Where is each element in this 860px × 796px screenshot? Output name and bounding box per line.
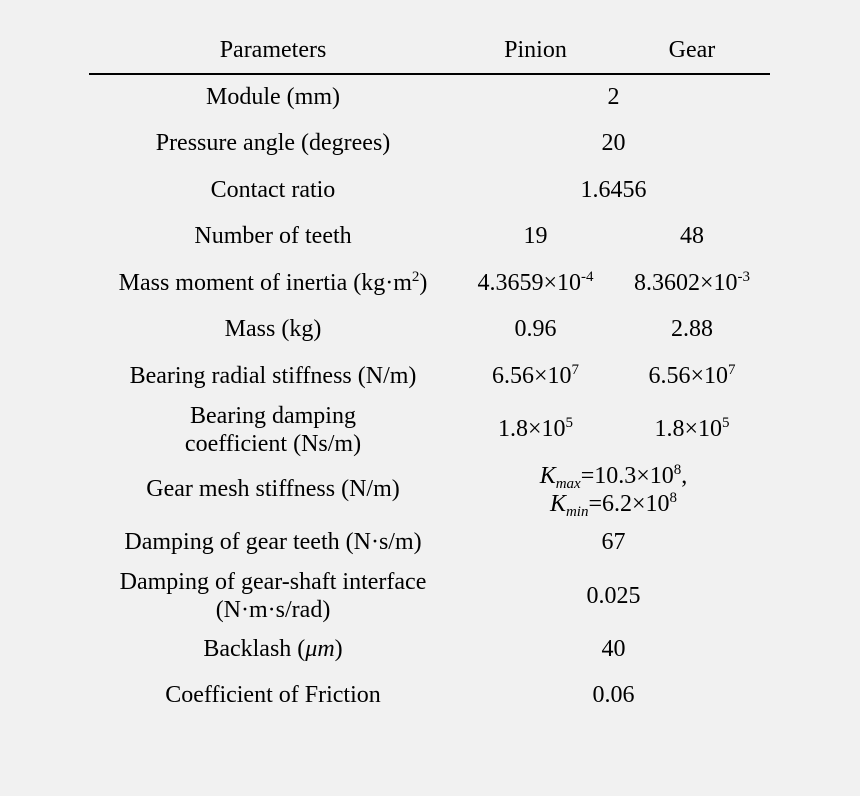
name-unit: μm xyxy=(305,635,335,662)
name-close: ) xyxy=(419,269,428,296)
gear-value: 2.88 xyxy=(671,316,713,343)
parameter-name: Number of teeth xyxy=(194,223,352,250)
name-line-1: Bearing damping xyxy=(190,402,356,429)
parameter-name: Coefficient of Friction xyxy=(165,682,381,709)
parameter-name xyxy=(89,626,457,673)
pinion-value xyxy=(457,260,614,307)
gear-value xyxy=(614,400,770,460)
value-base: 8.3602×10 xyxy=(633,269,738,296)
kmin-line xyxy=(457,490,770,518)
table-row xyxy=(89,260,770,307)
shared-value: 1.6456 xyxy=(580,176,647,203)
parameter-name: Bearing radial stiffness (N/m) xyxy=(129,362,417,389)
value-exponent: -3 xyxy=(737,268,751,285)
kmax-subscript: max xyxy=(555,475,581,492)
value-base: 1.8×10 xyxy=(654,416,723,442)
table-row xyxy=(89,74,770,121)
shared-value: 20 xyxy=(601,130,626,157)
shared-value: 40 xyxy=(601,635,626,662)
parameter-name: Damping of gear teeth (N·s/m) xyxy=(124,529,422,556)
parameter-name xyxy=(89,400,457,460)
table-row xyxy=(89,460,770,520)
kmin-exponent: 8 xyxy=(669,489,678,506)
pinion-value: 19 xyxy=(523,223,548,250)
value-base: 4.3659×10 xyxy=(477,269,582,296)
kmax-comma: , xyxy=(681,462,688,489)
shared-value: 0.06 xyxy=(592,682,635,709)
kmin-value: =6.2×10 xyxy=(588,490,670,517)
table-row xyxy=(89,214,770,261)
parameter-name xyxy=(89,260,457,307)
parameter-name: Mass (kg) xyxy=(224,316,322,343)
kmin-subscript: min xyxy=(565,503,589,520)
table-row xyxy=(89,400,770,460)
name-exponent: 2 xyxy=(411,268,420,285)
header-parameters: Parameters xyxy=(89,28,457,74)
table-row xyxy=(89,353,770,400)
parameter-name xyxy=(89,566,457,626)
name-line-1: Damping of gear-shaft interface xyxy=(119,569,427,595)
gear-value xyxy=(614,353,770,400)
gear-value: 48 xyxy=(680,223,704,250)
parameter-name: Gear mesh stiffness (N/m) xyxy=(146,476,400,502)
kmin-symbol: K xyxy=(549,490,566,517)
pinion-value: 0.96 xyxy=(514,316,557,343)
value-exponent: 5 xyxy=(565,415,574,431)
table-row xyxy=(89,307,770,354)
value-exponent: -4 xyxy=(581,268,594,285)
shared-value xyxy=(457,460,770,520)
value-exponent: 7 xyxy=(571,361,580,378)
gear-parameters-table xyxy=(89,28,770,719)
value-exponent: 7 xyxy=(728,361,736,378)
kmax-exponent: 8 xyxy=(673,461,682,478)
value-base: 1.8×10 xyxy=(497,416,566,442)
kmax-value: =10.3×10 xyxy=(580,462,674,489)
table-header-row xyxy=(89,28,770,74)
value-base: 6.56×10 xyxy=(491,362,572,389)
table-row xyxy=(89,626,770,673)
parameter-name: Pressure angle (degrees) xyxy=(155,130,391,157)
parameter-name: Contact ratio xyxy=(210,176,336,203)
table-row xyxy=(89,167,770,214)
pinion-value xyxy=(457,400,614,460)
value-exponent: 5 xyxy=(722,415,730,431)
table-row xyxy=(89,121,770,168)
name-text: Backlash ( xyxy=(203,635,306,662)
name-close: ) xyxy=(334,635,343,662)
kmax-symbol: K xyxy=(539,462,556,489)
shared-value: 2 xyxy=(607,84,620,111)
table-row xyxy=(89,520,770,567)
gear-value xyxy=(614,260,770,307)
header-pinion: Pinion xyxy=(457,28,614,74)
value-base: 6.56×10 xyxy=(648,362,729,389)
pinion-value xyxy=(457,353,614,400)
header-gear: Gear xyxy=(614,28,770,74)
table-row xyxy=(89,673,770,720)
shared-value: 0.025 xyxy=(586,582,641,609)
shared-value: 67 xyxy=(601,529,626,556)
name-line-2: coefficient (Ns/m) xyxy=(184,430,362,457)
kmax-line xyxy=(457,462,770,490)
table-row xyxy=(89,566,770,626)
name-line-2: (N·m·s/rad) xyxy=(215,597,331,623)
name-text: Mass moment of inertia (kg·m xyxy=(118,269,412,296)
parameter-name: Module (mm) xyxy=(206,84,340,111)
